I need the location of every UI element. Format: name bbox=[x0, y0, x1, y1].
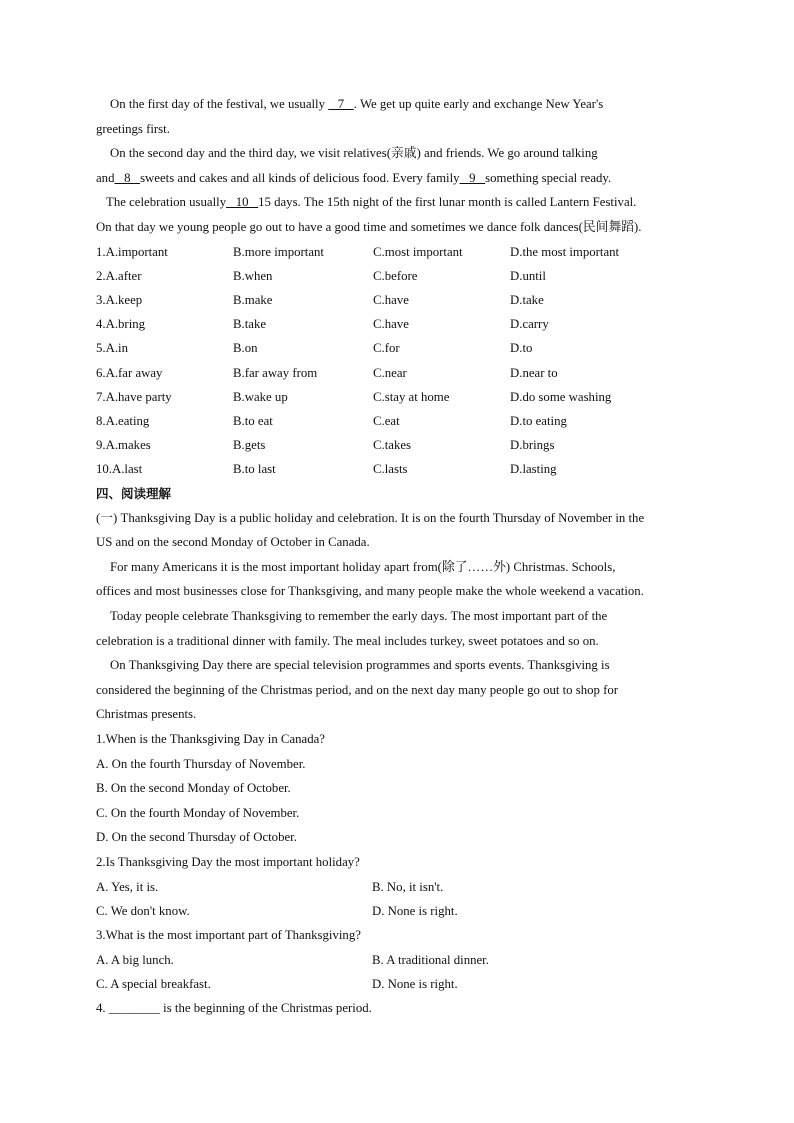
option-b: B.to eat bbox=[233, 413, 273, 428]
cloze-paragraph-2-cont bbox=[96, 166, 700, 191]
option-c: C.eat bbox=[373, 413, 400, 428]
reading-paragraph-4: On Thanksgiving Day there are special television programmes and sports events. Thanksgiving is bbox=[110, 658, 610, 673]
option-c: C.stay at home bbox=[373, 389, 450, 404]
cloze-paragraph-3-cont: On that day we young people go out to have a good time and sometimes we dance folk dances(民间舞蹈). bbox=[96, 219, 642, 234]
question-2: 2.Is Thanksgiving Day the most important holiday? bbox=[96, 854, 360, 869]
option-b: B.on bbox=[233, 341, 258, 356]
section-title: 四、阅读理解 bbox=[96, 485, 172, 501]
question-3-options-row-2 bbox=[96, 972, 700, 996]
option-a: 10.A.last bbox=[96, 462, 143, 477]
option-c: C.most important bbox=[373, 244, 463, 259]
option-d: D.to eating bbox=[510, 413, 567, 428]
option-a: 7.A.have party bbox=[96, 389, 172, 404]
option-b: B.take bbox=[233, 317, 267, 332]
option-d: D. None is right. bbox=[372, 903, 458, 918]
option-row-8 bbox=[96, 409, 700, 433]
option-c: C.lasts bbox=[373, 462, 408, 477]
option-a: 3.A.keep bbox=[96, 292, 143, 307]
reading-paragraph-1: (一) Thanksgiving Day is a public holiday and celebration. It is on the fourth Thursday of November in the bbox=[96, 510, 645, 525]
option-row-3 bbox=[96, 288, 700, 312]
reading-paragraph-3-cont: celebration is a traditional dinner with family. The meal includes turkey, sweet potatoes and so on. bbox=[96, 633, 599, 648]
cloze-blank-9: 9 bbox=[459, 170, 486, 185]
option-a: 5.A.in bbox=[96, 341, 128, 356]
option-c: C.for bbox=[373, 341, 400, 356]
option-a: 9.A.makes bbox=[96, 438, 151, 453]
question-3: 3.What is the most important part of Thanksgiving? bbox=[96, 927, 361, 942]
option-b: B.more important bbox=[233, 244, 324, 259]
option-row-5 bbox=[96, 336, 700, 360]
reading-paragraph-2-cont: offices and most businesses close for Thanksgiving, and many people make the whole weekend a vacation. bbox=[96, 584, 644, 599]
option-c: C.have bbox=[373, 292, 409, 307]
option-d: D.to bbox=[510, 341, 533, 356]
option-d: D.until bbox=[510, 268, 546, 283]
text-run: and bbox=[96, 170, 115, 185]
cloze-paragraph-2: On the second day and the third day, we visit relatives(亲戚) and friends. We go around talking bbox=[110, 146, 598, 161]
text-run: something special ready. bbox=[485, 170, 612, 185]
option-d: D.lasting bbox=[510, 462, 557, 477]
option-c: C.before bbox=[373, 268, 418, 283]
option-d: D. None is right. bbox=[372, 976, 458, 991]
cloze-paragraph-1-cont: greetings first. bbox=[96, 121, 170, 136]
cloze-paragraph-3 bbox=[96, 190, 700, 215]
cloze-blank-8: 8 bbox=[114, 170, 141, 185]
option-row-7 bbox=[96, 385, 700, 409]
question-4 bbox=[96, 996, 700, 1021]
question-1: 1.When is the Thanksgiving Day in Canada? bbox=[96, 731, 325, 746]
text-run: sweets and cakes and all kinds of delicious food. Every family bbox=[140, 170, 460, 185]
option-d: D.near to bbox=[510, 365, 558, 380]
option-b: B.to last bbox=[233, 462, 276, 477]
option-b: B.gets bbox=[233, 438, 266, 453]
reading-paragraph-1-cont: US and on the second Monday of October in Canada. bbox=[96, 535, 370, 550]
option-b: B.far away from bbox=[233, 365, 318, 380]
option-d: D.the most important bbox=[510, 244, 620, 259]
question-1-option-c: C. On the fourth Monday of November. bbox=[96, 805, 300, 820]
option-a: 2.A.after bbox=[96, 268, 142, 283]
text-run: is the beginning of the Christmas period. bbox=[159, 1000, 372, 1015]
option-b: B. A traditional dinner. bbox=[372, 952, 489, 967]
option-d: D.brings bbox=[510, 438, 555, 453]
question-1-option-b: B. On the second Monday of October. bbox=[96, 781, 291, 796]
text-run: 15 days. The 15th night of the first lunar month is called Lantern Festival. bbox=[258, 195, 637, 210]
reading-paragraph-2: For many Americans it is the most important holiday apart from(除了……外) Christmas. Schools, bbox=[110, 559, 616, 574]
option-a: 8.A.eating bbox=[96, 413, 150, 428]
question-1-option-d: D. On the second Thursday of October. bbox=[96, 830, 297, 845]
option-row-2 bbox=[96, 264, 700, 288]
option-a: A. A big lunch. bbox=[96, 952, 174, 967]
question-1-option-a: A. On the fourth Thursday of November. bbox=[96, 756, 306, 771]
text-run: On the first day of the festival, we usually bbox=[110, 97, 329, 111]
option-row-9 bbox=[96, 433, 700, 457]
option-row-4 bbox=[96, 312, 700, 336]
option-d: D.carry bbox=[510, 317, 549, 332]
option-c: C. A special breakfast. bbox=[96, 976, 211, 991]
option-c: C.near bbox=[373, 365, 407, 380]
option-b: B.wake up bbox=[233, 389, 288, 404]
option-a: A. Yes, it is. bbox=[96, 879, 159, 894]
option-b: B.make bbox=[233, 292, 273, 307]
cloze-paragraph-1 bbox=[96, 92, 700, 117]
reading-paragraph-3: Today people celebrate Thanksgiving to remember the early days. The most important part of the bbox=[110, 608, 608, 623]
cloze-blank-7: 7 bbox=[328, 97, 354, 111]
cloze-blank-10: 10 bbox=[226, 195, 259, 210]
question-number: 4. bbox=[96, 1000, 109, 1015]
option-a: 4.A.bring bbox=[96, 317, 146, 332]
text-run: . We get up quite early and exchange New Year's bbox=[353, 97, 604, 111]
question-2-options-row-1 bbox=[96, 875, 700, 899]
question-3-options-row-1 bbox=[96, 948, 700, 972]
answer-blank: ________ bbox=[108, 1000, 160, 1015]
option-b: B.when bbox=[233, 268, 273, 283]
option-a: 1.A.important bbox=[96, 244, 168, 259]
option-row-10 bbox=[96, 457, 700, 481]
reading-paragraph-4-end: Christmas presents. bbox=[96, 707, 197, 722]
option-c: C.takes bbox=[373, 438, 412, 453]
cloze-options bbox=[96, 240, 700, 482]
option-c: C.have bbox=[373, 317, 409, 332]
option-row-1 bbox=[96, 240, 700, 264]
option-row-6 bbox=[96, 361, 700, 385]
reading-paragraph-4-cont: considered the beginning of the Christmas period, and on the next day many people go out to shop for bbox=[96, 682, 619, 697]
option-b: B. No, it isn't. bbox=[372, 879, 444, 894]
text-run: The celebration usually bbox=[106, 195, 227, 210]
question-2-options-row-2 bbox=[96, 899, 700, 923]
option-c: C. We don't know. bbox=[96, 903, 190, 918]
document-content bbox=[96, 92, 700, 1021]
option-d: D.do some washing bbox=[510, 389, 612, 404]
option-a: 6.A.far away bbox=[96, 365, 163, 380]
option-d: D.take bbox=[510, 292, 544, 307]
